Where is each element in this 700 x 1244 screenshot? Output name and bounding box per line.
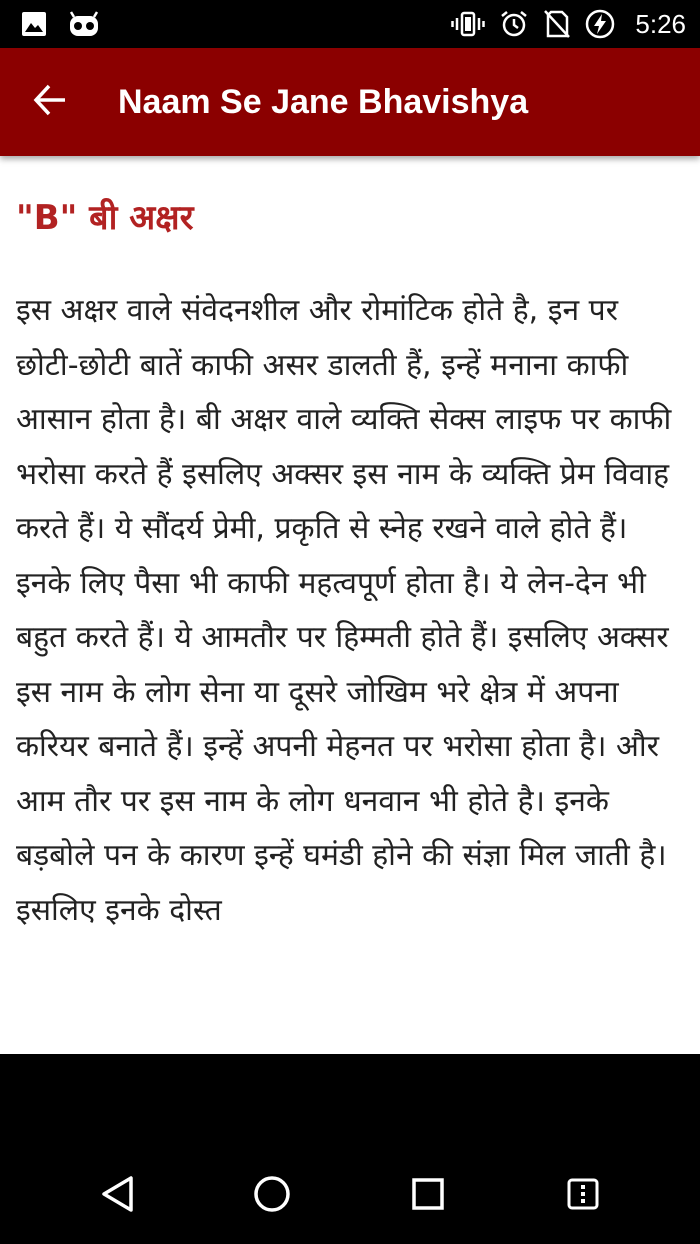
android-debug-icon bbox=[68, 10, 100, 38]
section-heading: "B" बी अक्षर bbox=[16, 198, 194, 238]
navigation-bar bbox=[0, 1054, 700, 1244]
content-scroll-area[interactable] bbox=[0, 156, 700, 1054]
vibrate-icon bbox=[451, 10, 485, 38]
battery-charging-icon bbox=[585, 9, 615, 39]
status-time: 5:26 bbox=[635, 8, 686, 39]
back-triangle-icon bbox=[100, 1175, 136, 1217]
nav-recents-button[interactable] bbox=[398, 1166, 458, 1226]
body-text: इस अक्षर वाले संवेदनशील और रोमांटिक होते है, इन पर छोटी-छोटी बातें काफी असर डालती हैं, इन्हें मनाना काफी आसान होता है। बी अक्षर वाले व्यक्ति सेक्स लाइफ पर काफी भरोसा करते हैं इसलिए अक्सर इस नाम के व्यक्ति प्रेम विवाह करते हैं। ये सौंदर्य प्रेमी, प्रकृति से स्नेह रखने वाले होते हैं। इनके लिए पैसा भी काफी महत्वपूर्ण होता है। ये लेन-देन भी बहुत करते हैं। ये आमतौर पर हिम्मती होते हैं। इसलिए अक्सर इस नाम के लोग सेना या दूसरे जोखिम भरे क्षेत्र में अपना करियर बनाते हैं। इन्हें अपनी मेहनत पर भरोसा होता है। और आम तौर पर इस नाम के लोग धनवान भी होते है। इनके बड़बोले पन के कारण इन्हें घमंडी होने की संज्ञा मिल जाती है। इसलिए इनके दोस्त bbox=[16, 293, 672, 928]
app-bar bbox=[0, 48, 700, 156]
status-right-icons bbox=[451, 0, 686, 48]
nav-home-button[interactable] bbox=[242, 1166, 302, 1226]
home-circle-icon bbox=[252, 1174, 292, 1218]
alarm-icon bbox=[499, 9, 529, 39]
page-title: Naam Se Jane Bhavishya bbox=[118, 83, 529, 121]
status-bar bbox=[0, 0, 700, 48]
status-left-icons bbox=[20, 0, 100, 48]
image-icon bbox=[20, 10, 48, 38]
no-sim-icon bbox=[543, 9, 571, 39]
arrow-back-icon bbox=[32, 82, 68, 122]
nav-back-button[interactable] bbox=[88, 1166, 148, 1226]
recents-square-icon bbox=[411, 1177, 445, 1215]
nav-menu-button[interactable] bbox=[553, 1166, 613, 1226]
back-button[interactable] bbox=[22, 74, 78, 130]
menu-icon bbox=[566, 1177, 600, 1215]
